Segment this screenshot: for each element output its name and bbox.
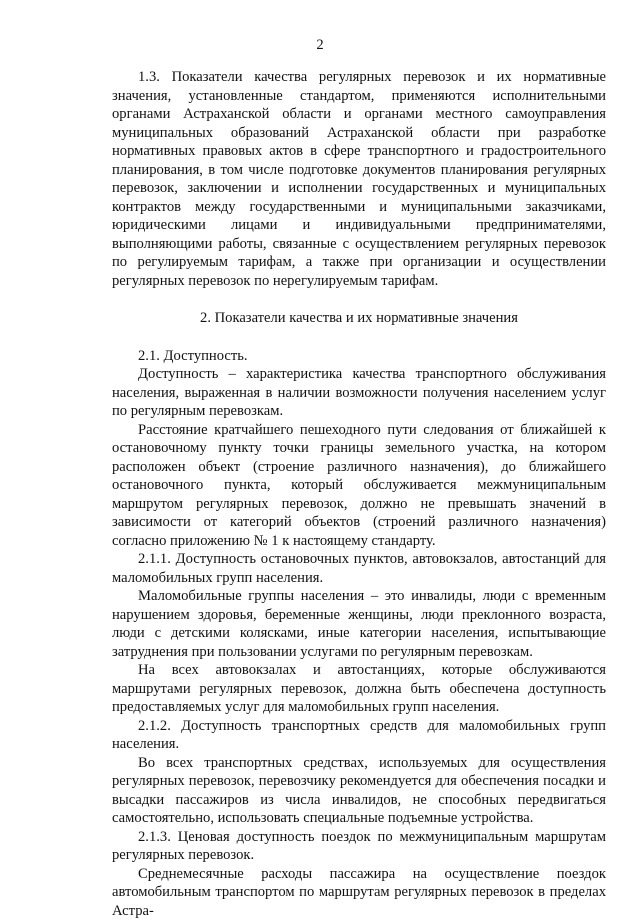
paragraph-stations-accessibility: На всех автовокзалах и автостанциях, которые обслуживаются маршрутами регулярных перевозок, должна быть обеспечена доступность предоставляемых услуг для маломобильных групп населения. bbox=[112, 661, 606, 717]
paragraph-2-1-3-title: 2.1.3. Ценовая доступность поездок по межмуниципальным маршрутам регулярных перевозок. bbox=[112, 828, 606, 865]
page-number: 2 bbox=[0, 36, 640, 55]
paragraph-2-1-1-title: 2.1.1. Доступность остановочных пунктов, автовокзалов, автостанций для маломобильных групп населения. bbox=[112, 550, 606, 587]
paragraph-walking-distance: Расстояние кратчайшего пешеходного пути следования от ближайшей к остановочному пункту точки границы земельного участка, на котором расположен объект (строение различного назначения), до ближайшего остановочного пункта, который обслуживается межмуниципальным маршрутом регулярных перевозок, должно не превышать значений в зависимости от категорий объектов (строений различного назначения) согласно приложению № 1 к настоящему стандарту. bbox=[112, 421, 606, 551]
document-body bbox=[112, 68, 606, 920]
section-heading-2: 2. Показатели качества и их нормативные значения bbox=[112, 309, 606, 328]
paragraph-vehicle-lifting-devices: Во всех транспортных средствах, используемых для осуществления регулярных перевозок, перевозчику рекомендуется для обеспечения посадки и высадки пассажиров из числа инвалидов, не способных передвигаться самостоятельно, использовать специальные подъемные устройства. bbox=[112, 754, 606, 828]
paragraph-availability-definition: Доступность – характеристика качества транспортного обслуживания населения, выраженная в наличии возможности получения населением услуг по регулярным перевозкам. bbox=[112, 365, 606, 421]
paragraph-low-mobility-definition: Маломобильные группы населения – это инвалиды, люди с временным нарушением здоровья, беременные женщины, люди преклонного возраста, люди с детскими колясками, иные категории населения, испытывающие затруднения при пользовании услугами по регулярным перевозкам. bbox=[112, 587, 606, 661]
paragraph-1-3: 1.3. Показатели качества регулярных перевозок и их нормативные значения, установленные стандартом, применяются исполнительными органами Астраханской области и органами местного самоуправления муниципальных образований Астраханской области при разработке нормативных правовых актов в сфере транспортного и градостроительного планирования, в том числе подготовке документов планирования регулярных перевозок, заключении и исполнении государственных и муниципальных контрактов между государственными и муниципальными заказчиками, юридическими лицами и индивидуальными предпринимателями, выполняющими работы, связанные с осуществлением регулярных перевозок по регулируемым тарифам, а также при организации и осуществлении регулярных перевозок по нерегулируемым тарифам. bbox=[112, 68, 606, 290]
paragraph-monthly-expenses: Среднемесячные расходы пассажира на осуществление поездок автомобильным транспортом по маршрутам регулярных перевозок в пределах Астра- bbox=[112, 865, 606, 920]
paragraph-2-1-title: 2.1. Доступность. bbox=[112, 347, 606, 366]
paragraph-2-1-2-title: 2.1.2. Доступность транспортных средств для маломобильных групп населения. bbox=[112, 717, 606, 754]
